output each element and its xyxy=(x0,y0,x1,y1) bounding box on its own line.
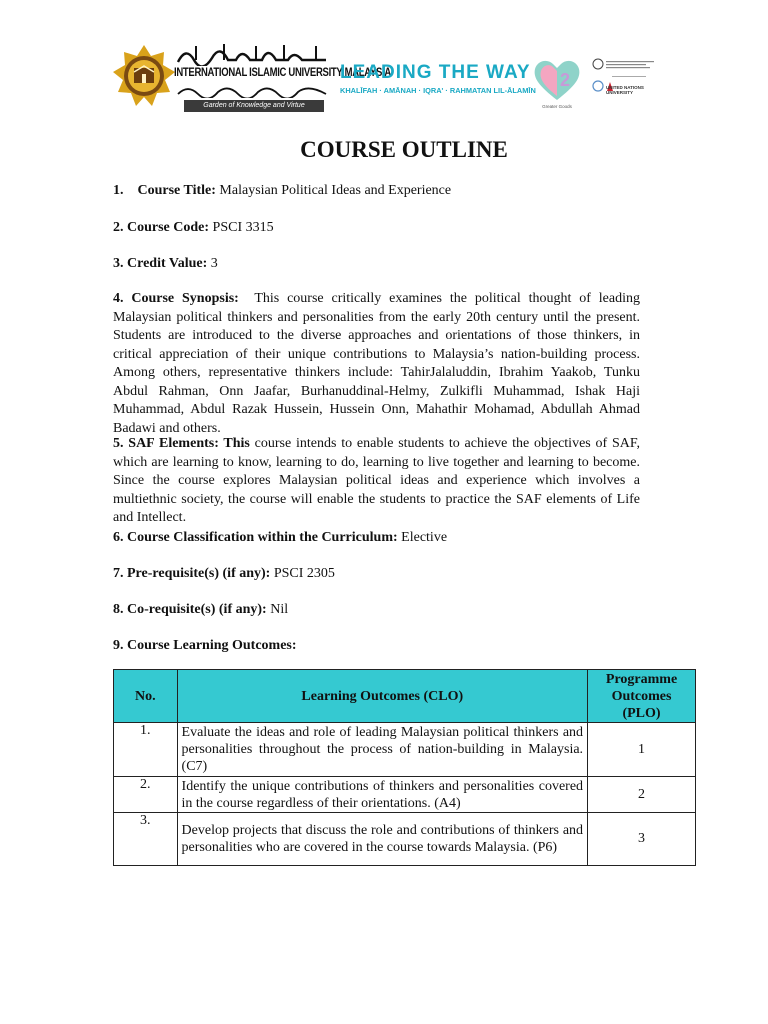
university-motto: Garden of Knowledge and Virtue xyxy=(184,100,324,112)
classification-line: 6. Course Classification within the Curriculum: Elective xyxy=(113,530,448,545)
outcomes-heading: 9. Course Learning Outcomes: xyxy=(113,638,297,653)
svg-text:2: 2 xyxy=(560,70,571,90)
credit-value: 3 xyxy=(210,256,218,271)
document-title: COURSE OUTLINE xyxy=(300,137,508,162)
university-seal-icon xyxy=(112,44,176,108)
course-code-line: 2. Course Code: PSCI 3315 xyxy=(113,220,274,235)
tagline xyxy=(340,62,536,95)
table-row: 1. Evaluate the ideas and role of leading Malaysian political thinkers and personalities throughout the process of nation-building in Malaysia. (C7) 1 xyxy=(114,723,696,777)
course-synopsis: 4. Course Synopsis: This course critically examines the political thought of leading Malaysian political thinkers and personalities from the early 20th century until the present. Students are introduced to the diverse approaches and orientations of those thinkers, in critical appreciation of their unique contributions to Malaysia’s nation-building process. Among others, representative thinkers include: TahirJalaluddin, Ibrahim Yaakob, Tunku Abdul Rahman, Onn Jaafar, Burhanuddinal-Helmy, Zulkifli Muhammad, Ishak Haji Muhammad, Abdul Razak Hussein, Hussein Onn, Mahathir Mohamad, Abdullah Ahmad Badawi and others. xyxy=(113,291,640,436)
course-title-line: 1. Course Title: Malaysian Political Ideas and Experience xyxy=(113,183,452,198)
unu-caption: UNITED NATIONS UNIVERSITY xyxy=(606,85,644,95)
header-clo: Learning Outcomes (CLO) xyxy=(177,670,588,723)
header-no: No. xyxy=(114,670,178,723)
university-name: INTERNATIONAL ISLAMIC UNIVERSITY MALAYSIA xyxy=(174,66,391,80)
synopsis-text: This course critically examines the political thought of leading Malaysian political thinkers and personalities from the early 20th century until the present. Students are introduced to the diverse approaches and orientations of those thinkers, in critical appreciation of their unique contributions to Malaysia’s nation-building process. Among others, representative thinkers include: TahirJalaluddin, Ibrahim Yaakob, Tunku Abdul Rahman, Onn Jaafar, Burhanuddinal-Helmy, Zulkifli Muhammad, Ishak Haji Muhammad, Abdul Razak Hussein, Hussein Onn, Mahathir Mohamad, Abdullah Ahmad Badawi and others. xyxy=(113,291,640,436)
page-header xyxy=(0,0,768,130)
learning-outcomes-table xyxy=(113,669,696,866)
table-header-row xyxy=(114,670,696,723)
prerequisite-line: 7. Pre-requisite(s) (if any): PSCI 2305 xyxy=(113,566,335,581)
course-code-value: PSCI 3315 xyxy=(212,220,274,235)
course-title-value: Malaysian Political Ideas and Experience xyxy=(219,183,452,198)
corequisite-value: Nil xyxy=(270,602,289,617)
credit-value-line: 3. Credit Value: 3 xyxy=(113,256,218,271)
classification-value: Elective xyxy=(401,530,448,545)
university-wordmark xyxy=(172,42,391,112)
table-row: 3. Develop projects that discuss the role and contributions of thinkers and personalities who are covered in the course towards Malaysia. (P6) 3 xyxy=(114,813,696,866)
arabic-calligraphy-icon xyxy=(176,42,328,66)
saf-elements: 5. SAF Elements: This course intends to enable students to achieve the objectives of SAF, which are learning to know, learning to do, learning to live together and learning to become. Since the course explores Malaysian political ideas and experience which involves a multiethnic society, the course will enable the students to practice the SAF elements of Life and Intellect. xyxy=(113,436,641,525)
corequisite-line: 8. Co-requisite(s) (if any): Nil xyxy=(113,602,289,617)
saf-text: course intends to enable students to achieve the objectives of SAF, which are learning to know, learning to do, learning to live together and learning to become. Since the course explores Malaysian political ideas and experience which involves a multiethnic society, the course will enable the students to practice the SAF elements of Life and Intellect. xyxy=(113,436,641,525)
tagline-main: LEADING THE WAY xyxy=(340,62,531,83)
tagline-sub: KHALĪFAH · AMĀNAH · IQRA' · RAHMATAN LIL-ĀLAMĪN xyxy=(340,86,536,95)
partner-logos-icon xyxy=(590,58,662,104)
heart-caption: Greater Goods xyxy=(542,104,572,109)
arabic-script-icon xyxy=(176,80,328,98)
heart-logo-icon xyxy=(533,58,581,102)
table-row: 2. Identify the unique contributions of thinkers and personalities covered in the course regardless of their orientations. (A4) 2 xyxy=(114,777,696,813)
prerequisite-value: PSCI 2305 xyxy=(273,566,335,581)
header-plo: Programme Outcomes (PLO) xyxy=(588,670,696,723)
